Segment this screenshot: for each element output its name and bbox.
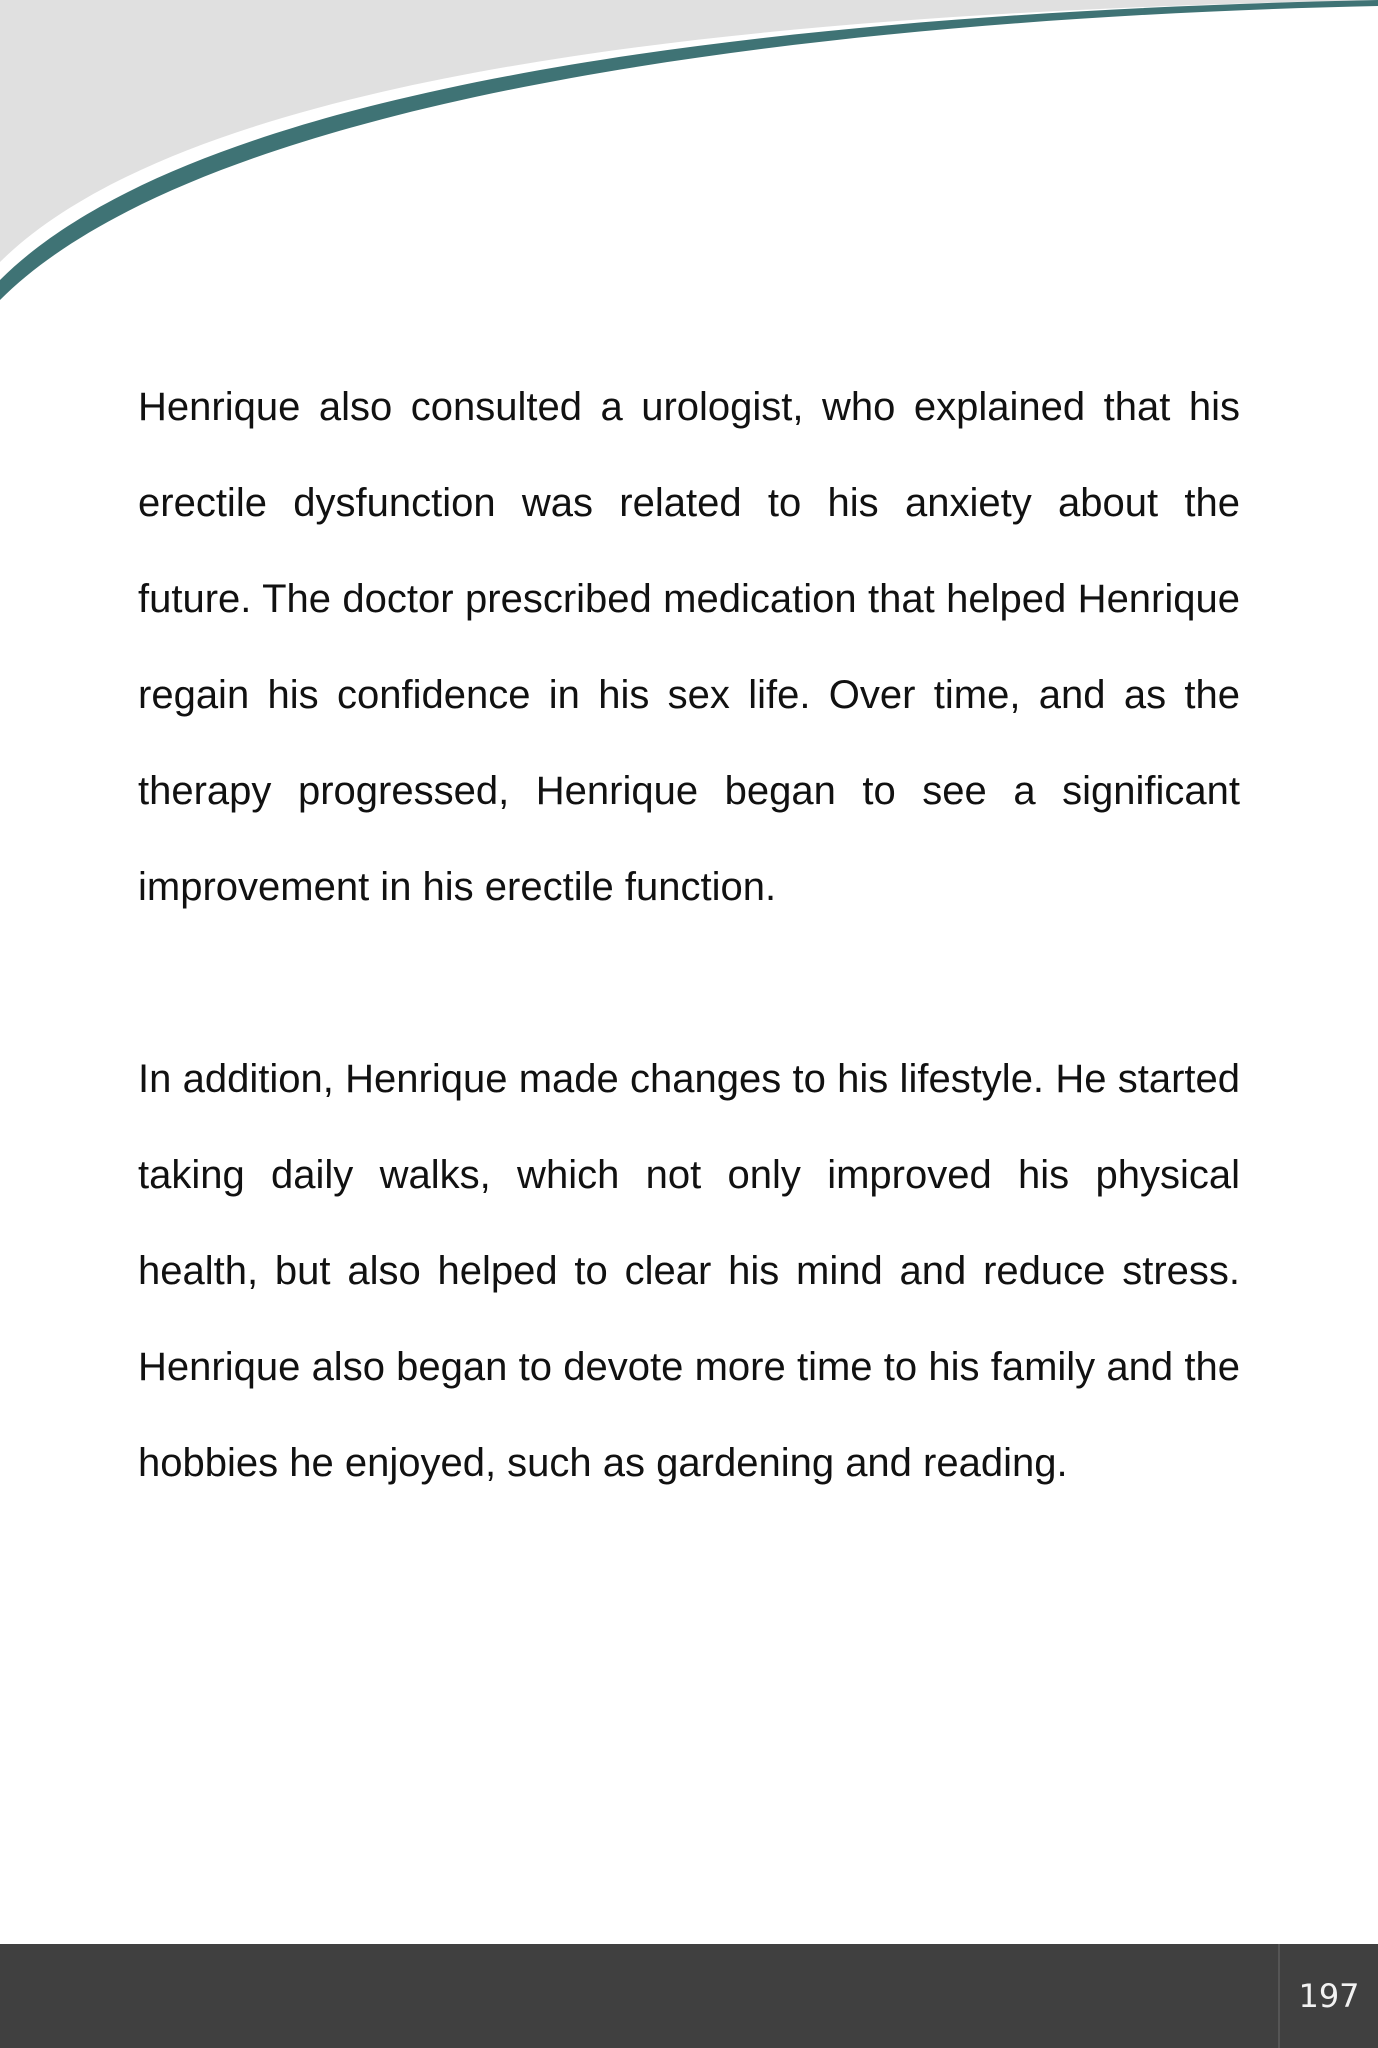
header-gray-shape [0, 0, 1378, 262]
page-number: 197 [1278, 1944, 1378, 2048]
header-curve-decoration [0, 0, 1378, 300]
paragraph: In addition, Henrique made changes to his lifestyle. He started taking daily walks, which not only improved his physical health, but also helped to clear his mind and reduce stress. Henrique also began to devote more time to his family and the hobbies he enjoyed, such as gardening and reading. [138, 1057, 1240, 1485]
footer-bar [0, 1944, 1378, 2048]
document-body [138, 359, 1240, 1511]
paragraph: Henrique also consulted a urologist, who explained that his erectile dysfunction was related to his anxiety about the future. The doctor prescribed medication that helped Henrique regain his confidence in his sex life. Over time, and as the therapy progressed, Henrique began to see a significant improvement in his erectile function. [138, 385, 1240, 909]
